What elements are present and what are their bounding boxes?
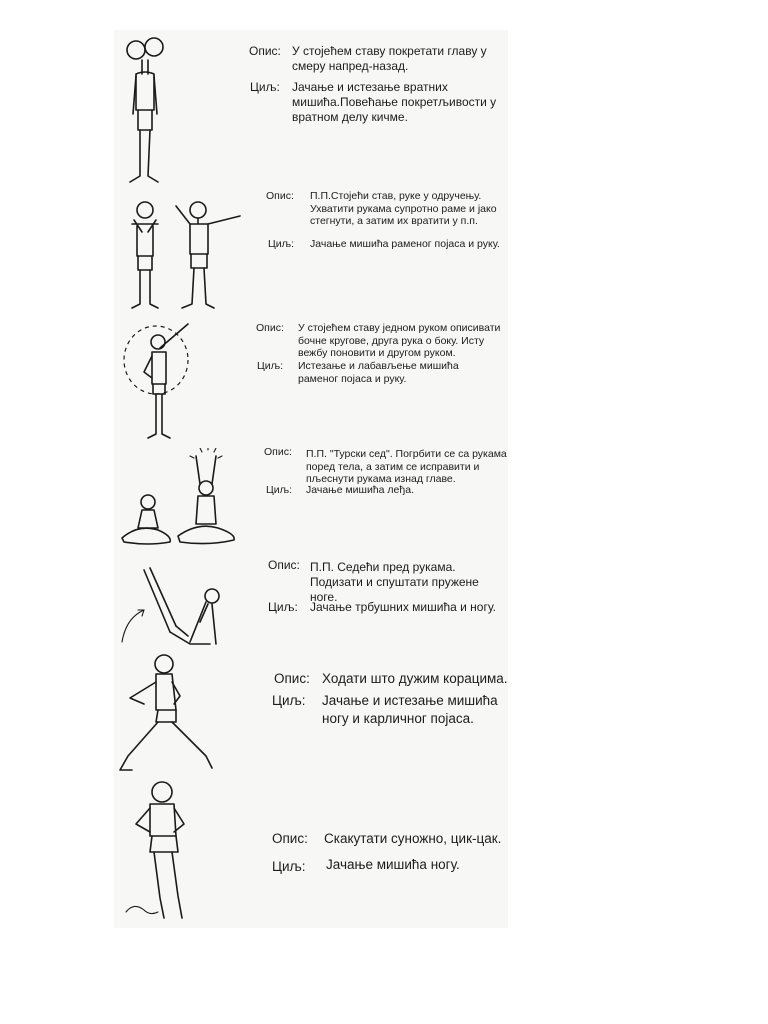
opis-text-3: У стојећем ставу једном руком описивати бочне кругове, друга рука о боку. Исту вежбу поновити и другом руком. (298, 322, 501, 359)
label-opis-1: Опис: (249, 44, 281, 58)
standing-head-tilt-figure-icon (114, 34, 184, 186)
zigzag-jump-figure-icon (120, 778, 220, 928)
label-opis-6: Опис: (274, 671, 310, 686)
cilj-text-2: Јачање мишића раменог појаса и руку. (310, 238, 500, 250)
label-opis-5: Опис: (268, 558, 300, 572)
cilj-text-1: Јачање и истезање вратних мишића.Повећање покретљивости у вратном делу кичме. (292, 80, 497, 124)
label-cilj-6: Циљ: (272, 693, 306, 708)
label-cilj-2: Циљ: (268, 238, 295, 250)
arm-circle-figure-icon (120, 316, 220, 444)
cilj-text-5: Јачање трбушних мишића и ногу. (310, 600, 496, 614)
opis-text-6: Ходати што дужим корацима. (322, 671, 508, 686)
label-opis-4: Опис: (264, 446, 292, 458)
label-opis-3: Опис: (256, 322, 284, 334)
opis-text-5: П.П. Седећи пред рукама. Подизати и спуштати пружене ноге. (310, 560, 479, 604)
opis-text-1: У стојећем ставу покретати главу у смеру напред-назад. (292, 44, 487, 73)
cilj-text-4: Јачање мишића леђа. (306, 484, 414, 496)
leg-raise-figure-icon (116, 562, 234, 662)
cross-legged-clap-figure-icon (118, 448, 244, 548)
cilj-text-7: Јачање мишића ногу. (326, 857, 460, 872)
opis-text-7: Скакутати суножно, цик-цак. (324, 831, 502, 846)
opis-text-2: П.П.Стојећи став, руке у одручењу. Ухватити рукама супротно раме и јако стегнути, а затим их вратити у п.п. (310, 190, 497, 227)
label-opis-7: Опис: (272, 831, 308, 846)
opis-text-4: П.П. "Турски сед". Погрбити се са рукама поред тела, а затим се исправити и пљеснути рукама изнад главе. (306, 448, 507, 485)
label-opis-2: Опис: (266, 190, 294, 202)
label-cilj-7: Циљ: (272, 859, 306, 874)
cilj-text-6: Јачање и истезање мишића ногу и карличног појаса. (322, 693, 498, 726)
label-cilj-3: Циљ: (257, 360, 284, 372)
label-cilj-5: Циљ: (268, 600, 298, 614)
label-cilj-4: Циљ: (266, 484, 293, 496)
arm-hug-figure-icon (120, 196, 250, 314)
lunge-walk-figure-icon (114, 652, 232, 782)
cilj-text-3: Истезање и лабављење мишића раменог појаса и руку. (298, 360, 459, 385)
label-cilj-1: Циљ: (250, 80, 280, 94)
exercise-sheet (114, 30, 508, 928)
